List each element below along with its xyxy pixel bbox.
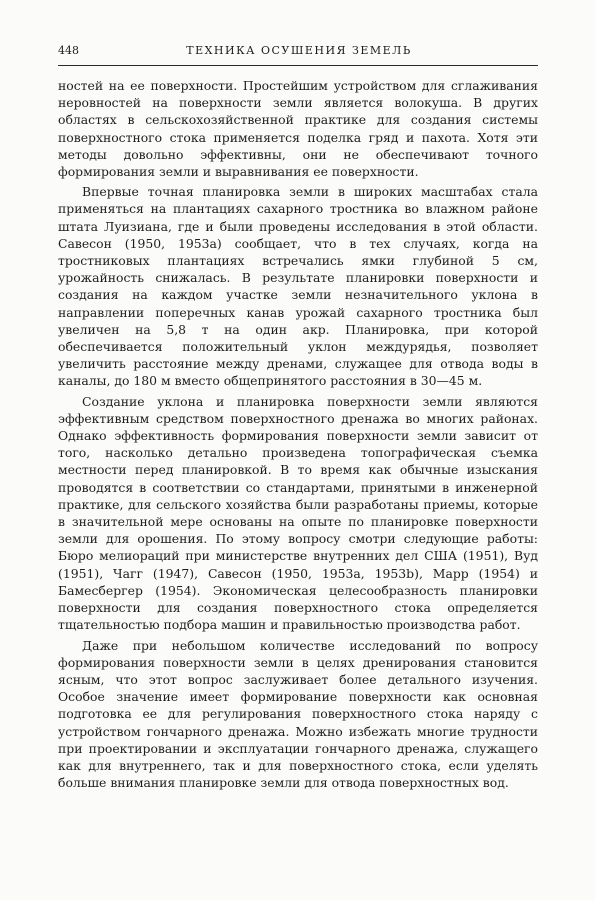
paragraph: Впервые точная планировка земли в широких масштабах стала применяться на плантациях сахарного тростника во влажном районе штата Луизиана, где и были проведены исследования в этой области. Савесон (1950, 1953а) сообщает, что в тех случаях, когда на тростниковых плантациях встречались ямки глубиной 5 см, урожайность снижалась. В результате планировки поверхности и создания на каждом участке земли незначительного уклона в направлении поперечных канав урожай сахарного тростника был увеличен на 5,8 т на один акр. Планировка, при которой обеспечивается положительный уклон междурядья, позволяет увеличить расстояние между дренами, служащее для отвода воды в каналы, до 180 м вместо общепринятого расстояния в 30—45 м. xyxy=(58,184,538,389)
running-title: ТЕХНИКА ОСУШЕНИЯ ЗЕМЕЛЬ xyxy=(186,44,412,57)
paragraph: ностей на ее поверхности. Простейшим устройством для сглаживания неровностей на поверхности земли является волокуша. В других областях в сельскохозяйственной практике для создания системы поверхностного стока применяется поделка гряд и пахота. Хотя эти методы довольно эффективны, они не обеспечивают точного формирования земли и выравнивания ее поверхности. xyxy=(58,78,538,180)
page-header xyxy=(58,44,540,64)
header-rule xyxy=(58,65,538,66)
page-number: 448 xyxy=(58,44,79,57)
paragraph: Создание уклона и планировка поверхности земли являются эффективным средством поверхностного дренажа во многих районах. Однако эффективность формирования поверхности земли зависит от того, насколько детально произведена топографическая съемка местности перед планировкой. В то время как обычные изыскания проводятся в соответствии со стандартами, принятыми в инженерной практике, для сельского хозяйства были разработаны приемы, которые в значительной мере основаны на опыте по планировке поверхности земли для орошения. По этому вопросу смотри следующие работы: Бюро мелиораций при министерстве внутренних дел США (1951), Вуд (1951), Чагг (1947), Савесон (1950, 1953а, 1953b), Марр (1954) и Бамесбергер (1954). Экономическая целесообразность планировки поверхности для создания поверхностного стока определяется тщательностью подбора машин и правильностью производства работ. xyxy=(58,393,538,633)
body-text xyxy=(58,77,538,794)
paragraph: Даже при небольшом количестве исследований по вопросу формирования поверхности земли в целях дренирования становится ясным, что этот вопрос заслуживает более детального изучения. Особое значение имеет формирование поверхности как основная подготовка ее для регулирования поверхностного стока наряду с устройством гончарного дренажа. Можно избежать многие трудности при проектировании и эксплуатации гончарного дренажа, служащего как для внутреннего, так и для поверхностного стока, если уделять больше внимания планировке земли для отвода поверхностных вод. xyxy=(58,637,538,791)
